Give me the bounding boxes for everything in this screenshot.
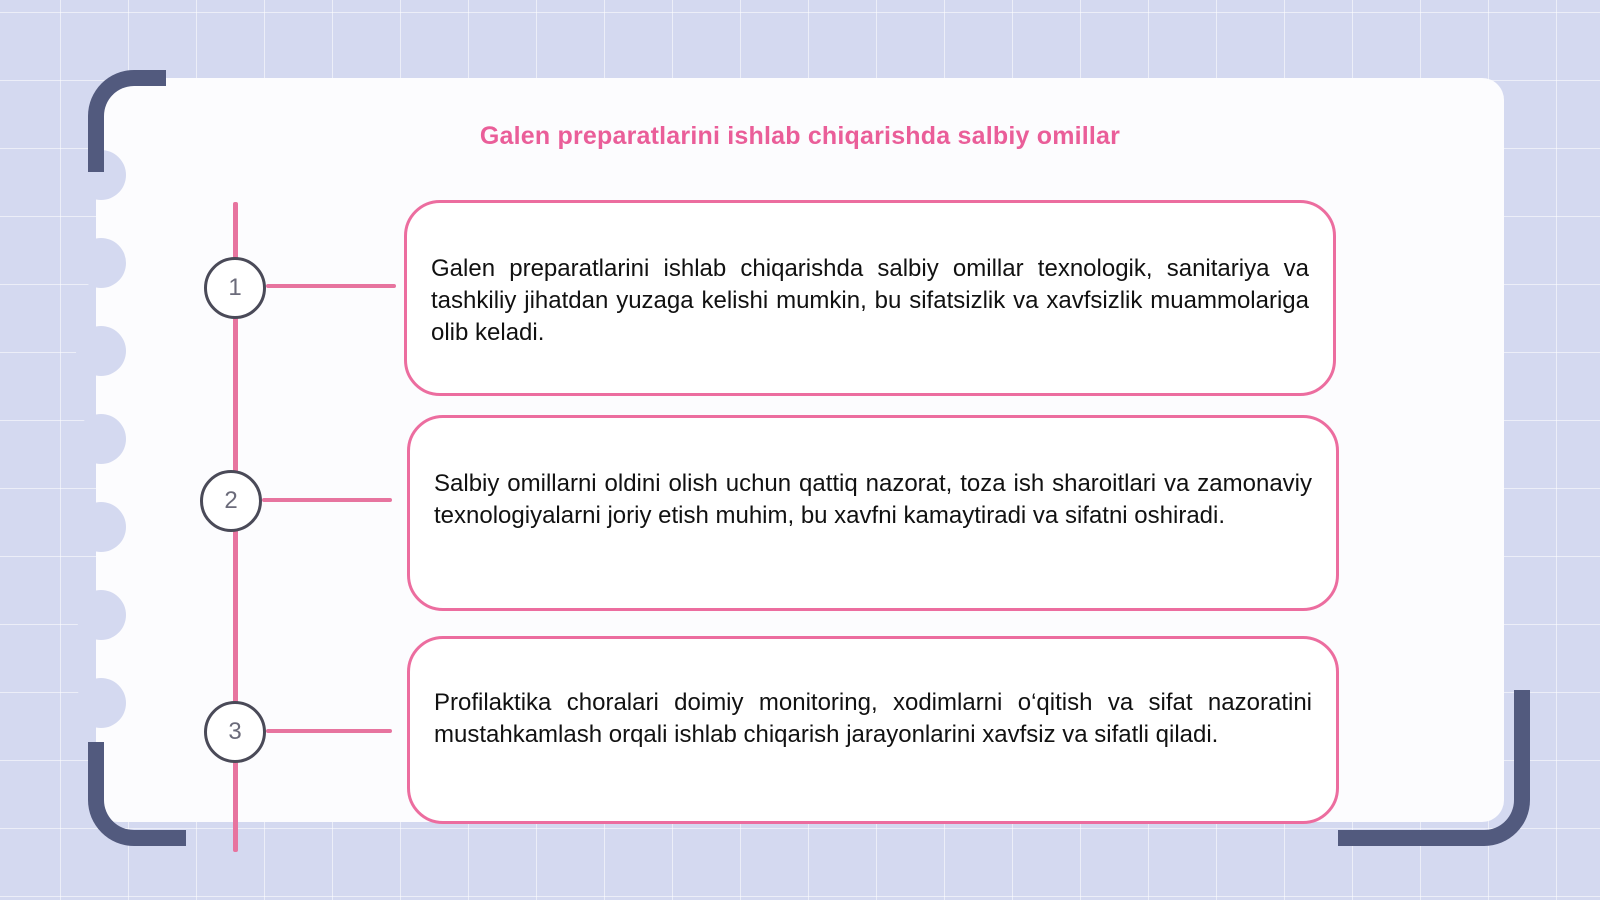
step-number-2: 2 [200, 470, 262, 532]
step-text-2: Salbiy omillarni oldini olish uchun qattiq nazorat, toza ish sharoitlari va zamonaviy texnologiyalarni joriy etish muhim, bu xavfni kamaytiradi va sifatni oshiradi. [434, 470, 1312, 529]
binder-notch [76, 238, 126, 288]
binder-notch [76, 502, 126, 552]
step-card-1 [404, 200, 1336, 396]
binder-notch [76, 590, 126, 640]
step-text-3: Profilaktika choralari doimiy monitoring, xodimlarni o‘qitish va sifat nazoratini mustahkamlash orqali ishlab chiqarish jarayonlarini xavfsiz va sifatli qiladi. [434, 689, 1312, 748]
slide-title: Galen preparatlarini ishlab chiqarishda salbiy omillar [479, 122, 1121, 150]
step-number-3: 3 [204, 701, 266, 763]
binder-notch [76, 326, 126, 376]
corner-bracket-bottom-left [88, 742, 186, 846]
binder-notch [76, 678, 126, 728]
step-text-1: Galen preparatlarini ishlab chiqarishda salbiy omillar texnologik, sanitariya va tashkiliy jihatdan yuzaga kelishi mumkin, bu sifatsizlik va xavfsizlik muammolariga olib keladi. [431, 255, 1309, 346]
step-card-3 [407, 636, 1339, 824]
corner-bracket-top-left [88, 70, 166, 172]
step-connector-3 [266, 729, 392, 733]
corner-bracket-bottom-right [1338, 690, 1530, 846]
step-card-2 [407, 415, 1339, 611]
binder-notch [76, 414, 126, 464]
step-number-1: 1 [204, 257, 266, 319]
step-connector-1 [266, 284, 396, 288]
step-connector-2 [262, 498, 392, 502]
